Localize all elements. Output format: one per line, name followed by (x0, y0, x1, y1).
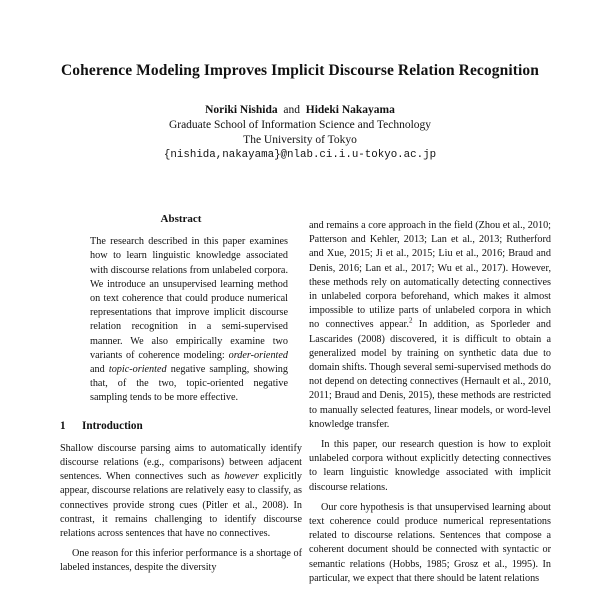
abstract-text-part-2: and (90, 364, 109, 376)
abstract-text-part-3: negative sampling, showing that, of the two, topic-oriented negative sampling tends to be more effective. (90, 364, 288, 404)
affiliation: Graduate School of Information Science and Technology (168, 119, 432, 131)
author-block (0, 103, 600, 163)
left-column (60, 212, 302, 576)
abstract-text (90, 235, 288, 405)
abstract-text-part-1: The research described in this paper examines how to learn linguistic knowledge associated with discourse relations from unlabeled corpora. We introduce an unsupervised learning method on text coherence that could produce numerical representations that improve implicit discourse relation recognition in a semi-supervised manner. We also empirically examine two variants of coherence modeling: (90, 236, 288, 361)
intro-p1-emphasis: however (224, 471, 259, 483)
section-heading-introduction (60, 419, 302, 433)
section-number: 1 (60, 419, 66, 432)
author-conjunction: and (283, 104, 300, 116)
paper-title: Coherence Modeling Improves Implicit Discourse Relation Recognition (61, 62, 539, 79)
footnote-marker[interactable]: 2 (408, 317, 413, 326)
author-email: {nishida,nakayama}@nlab.ci.i.u-tokyo.ac.jp (163, 149, 437, 161)
right-column (309, 219, 551, 586)
right-p1-part-1: and remains a core approach in the field (Zhou et al., 2010; Patterson and Kehler, 2013; Lan et al., 2013; Rutherford and Xue, 2015; Ji et al., 2015; Liu et al., 2016; Braud and Denis, 2016; Lan et al., 2017; Wu et al., 2017). However, these methods rely on automatically detecting connectives in unlabeled corpora beforehand, which makes it almost impossible to utilize parts of unlabeled corpora in which no connectives appear. (309, 220, 551, 331)
author-1: Noriki Nishida (205, 104, 278, 116)
intro-p1-part-1: Shallow discourse parsing aims to automatically identify discourse relations (e.g., comparisons) between adjacent sentences. When connectives such as (60, 442, 302, 483)
intro-paragraph-1 (60, 442, 302, 541)
right-paragraph-1 (309, 219, 551, 432)
abstract-term-topic-oriented: topic-oriented (108, 364, 167, 376)
intro-p1-part-2: explicitly appear, discourse relations are relatively easy to classify, as connectives provide strong cues (Pitler et al., 2008). In contrast, it remains challenging to identify discourse relations across sentences that have no connectives. (60, 471, 302, 540)
author-names (0, 103, 600, 118)
right-paragraph-2: In this paper, our research question is how to exploit unlabeled corpora without explicitly detecting connectives to learn linguistic knowledge associated with implicit discourse relations. (309, 439, 551, 493)
right-p1-part-2: In addition, as Sporleder and Lascarides (2008) discovered, it is difficult to obtain a generalized model by training on synthetic data due to domain shifts. Though several semi-supervised methods do not depend on detecting connectives (Hernault et al., 2010, 2011; Braud and Denis, 2015), these methods are restricted to manually selected features, linear models, or word-level knowledge transfer. (309, 319, 551, 430)
section-title: Introduction (82, 419, 143, 432)
right-paragraph-3: Our core hypothesis is that unsupervised learning about text coherence could produce numerical representations related to discourse relations. Sentences that compose a coherent document should be connected with syntactic or semantic relations (Hobbs, 1985; Grosz et al., 1995). In particular, we expect that there should be latent relations (309, 501, 551, 584)
abstract-term-order-oriented: order-oriented (228, 349, 288, 361)
abstract-heading: Abstract (160, 213, 202, 225)
intro-paragraph-2: One reason for this inferior performance is a shortage of labeled instances, despite the diversity (60, 548, 302, 574)
university: The University of Tokyo (243, 134, 357, 146)
author-2: Hideki Nakayama (305, 104, 395, 116)
